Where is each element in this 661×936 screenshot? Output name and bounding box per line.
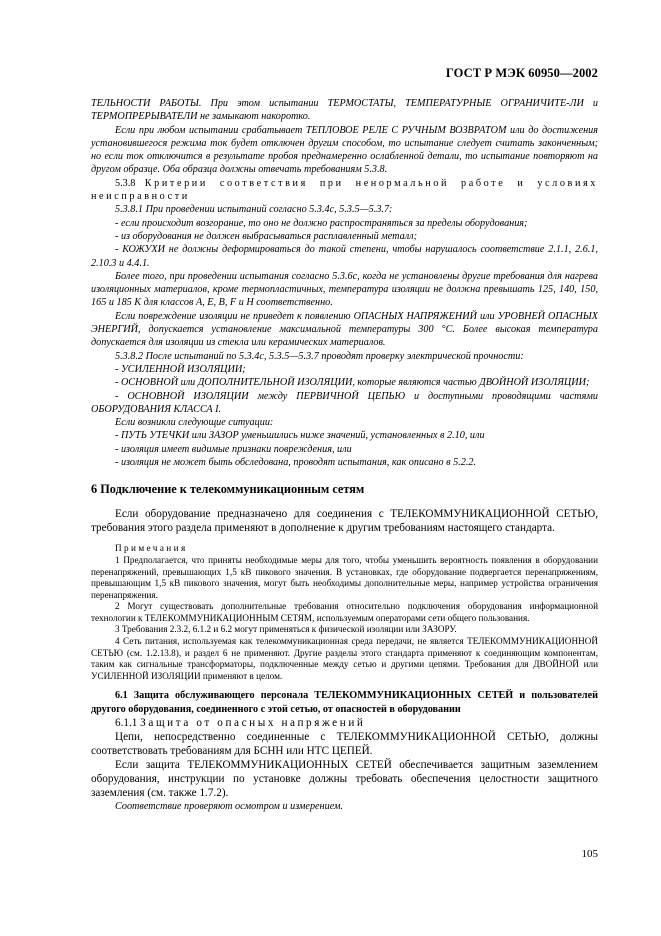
clause-number: 5.3.8	[115, 177, 136, 189]
page-number: 105	[581, 848, 598, 860]
paragraph: 5.3.8.2 После испытаний по 5.3.4c, 5.3.5—5.3.7 проводят проверку электрической прочности:	[115, 350, 524, 362]
paragraph: Если при любом испытании срабатывает ТЕПЛОВОЕ РЕЛЕ С РУЧНЫМ ВОЗВРАТОМ или до достижения установившегося режима ток будет отключен другим способом, то испытание следует считать законченным; но если ток отключится в результате пробоя преднамеренно ослабленной детали, то испытание повторяют на другом образце. Оба образца должны отвечать требованиям 5.3.8.	[91, 124, 598, 176]
clause-heading	[91, 177, 598, 204]
notes-heading: Примечания	[115, 542, 188, 553]
list-item: - ПУТЬ УТЕЧКИ или ЗАЗОР уменьшились ниже значений, установленных в 2.10, или	[115, 430, 485, 442]
paragraph: Цепи, непосредственно соединенные с ТЕЛЕКОММУНИКАЦИОННОЙ СЕТЬЮ, должны соответствовать требованиям для БСНН или НТС ЦЕПЕЙ.	[91, 731, 598, 758]
clause-heading	[91, 716, 598, 730]
paragraph: ТЕЛЬНОСТИ РАБОТЫ. При этом испытании ТЕРМОСТАТЫ, ТЕМПЕРАТУРНЫЕ ОГРАНИЧИТЕ-ЛИ и ТЕРМОПРЕРЫВАТЕЛИ не замыкают накоротко.	[91, 98, 598, 123]
clause-title: Защита от опасных напряжений	[140, 717, 366, 730]
paragraph: Более того, при проведении испытания согласно 5.3.6c, когда не установлены другие требования для нагрева изоляционных материалов, кроме термопластичных, температура изоляции не должна превышать 125, 140, 150, 165 и 185 К для классов А, Е, В, F и Н соответственно.	[91, 270, 598, 309]
paragraph: 5.3.8.1 При проведении испытаний согласно 5.3.4c, 5.3.5—5.3.7:	[115, 204, 393, 216]
clause-number: 6.1.1	[115, 717, 138, 730]
list-item: - из оборудования не должен выбрасываться расплавленный металл;	[115, 230, 417, 242]
note-item: 3 Требования 2.3.2, 6.1.2 и 6.2 могут применяться к физической изоляции или ЗАЗОРУ.	[115, 624, 457, 635]
list-item: - КОЖУХИ не должны деформироваться до такой степени, чтобы нарушалось соответствие 2.1.1, 2.6.1, 2.10.3 и 4.4.1.	[91, 244, 598, 269]
body-text	[91, 97, 598, 813]
clause-title: Критерии соответствия при ненормальной работе и условиях неисправности	[91, 177, 598, 203]
list-item: - изоляция имеет видимые признаки повреждения, или	[115, 443, 352, 455]
standard-header: ГОСТ Р МЭК 60950—2002	[445, 66, 598, 80]
paragraph: Если повреждение изоляции не приведет к появлению ОПАСНЫХ НАПРЯЖЕНИЙ или УРОВНЕЙ ОПАСНЫХ ЭНЕРГИЙ, допускается установление максимальной температуры 300 °С. Более высокая температура допускается для изоляции из стекла или керамических материалов.	[91, 310, 598, 349]
list-item: - изоляция не может быть обследована, проводят испытания, как описано в 5.2.2.	[115, 457, 477, 469]
paragraph: Если возникли следующие ситуации:	[115, 417, 274, 429]
note-item: 2 Могут существовать дополнительные требования относительно подключения оборудования информационной технологии к ТЕЛЕКОММУНИКАЦИОННЫМ СЕТЯМ, используемым операторами сети общего пользования.	[91, 601, 598, 623]
note-item: 4 Сеть питания, используемая как телекоммуникационная среда передачи, не является ТЕЛЕКОММУНИКАЦИОННОЙ СЕТЬЮ (см. 1.2.13.8), и раздел 6 не применяют. Другие разделы этого стандарта применяют к соединяющим компонентам, таким как сигнальные трансформаторы, подключенные между сетью и другими цепями. Требования для ДВОЙНОЙ или УСИЛЕННОЙ ИЗОЛЯЦИИ применяют в целом.	[91, 636, 598, 681]
note-item: 1 Предполагается, что приняты необходимые меры для того, чтобы уменьшить вероятность появления в оборудовании перенапряжений, превышающих 1,5 кВ пикового значения. В установках, где оборудование подвергается перенапряжениям, превышающим 1,5 кВ пикового значения, могут быть необходимы дополнительные меры, например устройства ограничения перенапряжения.	[91, 554, 598, 600]
section-title: 6 Подключение к телекоммуникационным сетям	[91, 482, 365, 497]
subsection-title: 6.1 Защита обслуживающего персонала ТЕЛЕКОММУНИКАЦИОННЫХ СЕТЕЙ и пользователей другого оборудования, соединенного с этой сетью, от опасностей в оборудовании	[91, 690, 598, 715]
list-item: - ОСНОВНОЙ ИЗОЛЯЦИИ между ПЕРВИЧНОЙ ЦЕПЬЮ и доступными проводящими частями ОБОРУДОВАНИЯ КЛАССА I.	[91, 390, 598, 415]
paragraph: Если защита ТЕЛЕКОММУНИКАЦИОННЫХ СЕТЕЙ обеспечивается защитным заземлением оборудования, инструкции по установке должны требовать обеспечения целостности защитного заземления (см. также 1.7.2).	[91, 759, 598, 800]
section-intro: Если оборудование предназначено для соединения с ТЕЛЕКОММУНИКАЦИОННОЙ СЕТЬЮ, требования этого раздела применяют в дополнение к другим требованиям настоящего стандарта.	[91, 507, 598, 534]
list-item: - ОСНОВНОЙ или ДОПОЛНИТЕЛЬНОЙ ИЗОЛЯЦИИ, которые являются частью ДВОЙНОЙ ИЗОЛЯЦИИ;	[115, 377, 590, 389]
list-item: - УСИЛЕННОЙ ИЗОЛЯЦИИ;	[115, 363, 246, 375]
list-item: - если происходит возгорание, то оно не должно распространяться за пределы оборудования;	[115, 217, 528, 229]
compliance-note: Соответствие проверяют осмотром и измерением.	[115, 801, 344, 813]
